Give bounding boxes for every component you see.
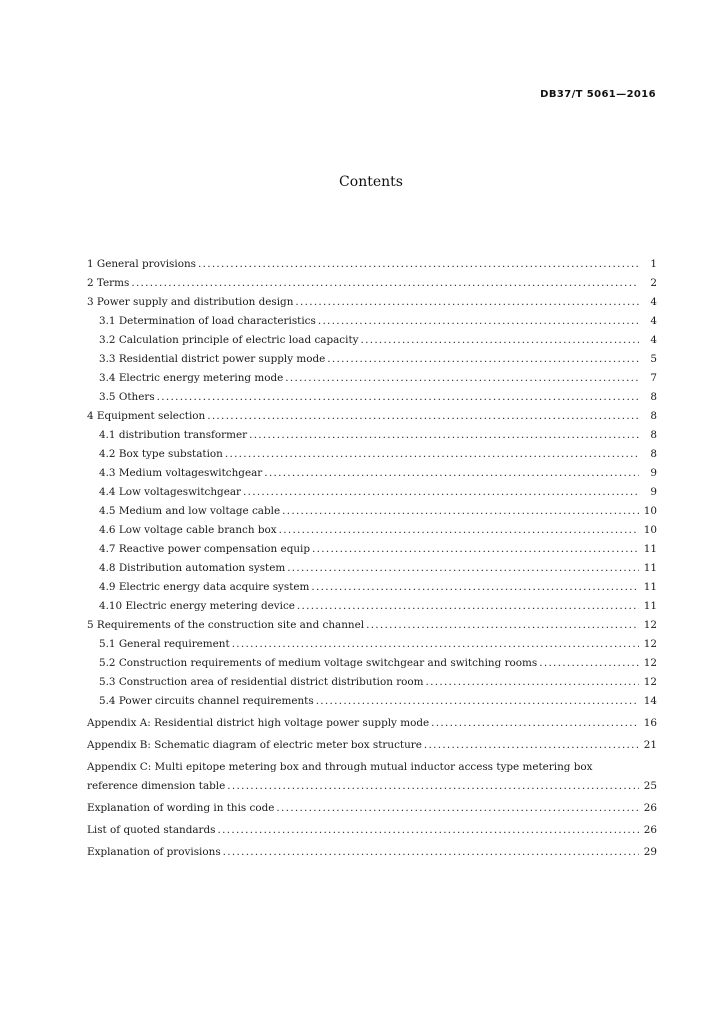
toc-entry-page: 25: [643, 780, 657, 792]
toc-entry-page: 8: [650, 448, 657, 460]
toc-entry[interactable]: [87, 654, 657, 673]
leader-dots: [539, 654, 639, 673]
toc-entry-text: Explanation of provisions: [87, 846, 221, 858]
toc-entry-text: 4.7 Reactive power compensation equip: [99, 543, 311, 555]
toc-entry[interactable]: [87, 388, 657, 407]
leader-dots: [232, 635, 639, 654]
toc-entry-page: 9: [650, 467, 657, 479]
leader-dots: [426, 673, 639, 692]
toc-entry-page: 12: [643, 657, 657, 669]
table-of-contents: [87, 255, 657, 862]
toc-entry-page: 8: [650, 391, 657, 403]
leader-dots: [218, 821, 639, 840]
toc-entry[interactable]: [87, 559, 657, 578]
toc-entry-text: 4.6 Low voltage cable branch box: [99, 524, 277, 536]
toc-entry-page: 16: [643, 717, 657, 729]
toc-entry-page: 4: [650, 315, 657, 327]
toc-entry[interactable]: [87, 255, 657, 274]
leader-dots: [249, 426, 639, 445]
toc-entry-text: 3.4 Electric energy metering mode: [99, 372, 284, 384]
leader-dots: [223, 843, 639, 862]
toc-entry-page: 11: [643, 562, 657, 574]
toc-entry[interactable]: [87, 426, 657, 445]
leader-dots: [157, 388, 639, 407]
toc-entry-text: 3.3 Residential district power supply mode: [99, 353, 326, 365]
toc-entry[interactable]: [87, 578, 657, 597]
leader-dots: [316, 692, 639, 711]
toc-entry[interactable]: [87, 293, 657, 312]
toc-entry[interactable]: [87, 821, 657, 840]
toc-entry-text: 4.8 Distribution automation system: [99, 562, 286, 574]
toc-entry-text: Appendix B: Schematic diagram of electric meter box structure: [87, 739, 422, 751]
toc-entry-text: 3.1 Determination of load characteristics: [99, 315, 316, 327]
toc-entry[interactable]: [87, 502, 657, 521]
toc-entry-page: 12: [643, 638, 657, 650]
leader-dots: [279, 521, 639, 540]
toc-tail-entries: [87, 799, 657, 862]
toc-entry-page: 7: [650, 372, 657, 384]
leader-dots: [295, 293, 639, 312]
toc-entry-text: Explanation of wording in this code: [87, 802, 275, 814]
toc-entry-page: 1: [650, 258, 657, 270]
toc-entry[interactable]: [87, 616, 657, 635]
toc-entry-appendix-c[interactable]: [87, 758, 657, 796]
toc-entry-page: 26: [643, 802, 657, 814]
toc-entry-page: 10: [643, 524, 657, 536]
toc-main-entries: [87, 255, 657, 711]
toc-entry[interactable]: [87, 673, 657, 692]
document-code: DB37/T 5061—2016: [540, 89, 656, 100]
toc-entry[interactable]: [87, 521, 657, 540]
toc-entry-text: Appendix A: Residential district high voltage power supply mode: [87, 717, 430, 729]
toc-entry[interactable]: [87, 635, 657, 654]
toc-entry[interactable]: [87, 799, 657, 818]
toc-entry[interactable]: [87, 445, 657, 464]
leader-dots: [131, 274, 639, 293]
leader-dots: [361, 331, 640, 350]
toc-entry[interactable]: [87, 407, 657, 426]
toc-entry[interactable]: [87, 540, 657, 559]
toc-entry[interactable]: [87, 350, 657, 369]
leader-dots: [366, 616, 639, 635]
toc-entry[interactable]: [87, 714, 657, 733]
toc-entry-page: 12: [643, 676, 657, 688]
toc-entry-text: reference dimension table: [87, 780, 226, 792]
toc-entry-page: 4: [650, 296, 657, 308]
toc-entry[interactable]: [87, 483, 657, 502]
toc-entry-page: 12: [643, 619, 657, 631]
toc-entry-text: 5.2 Construction requirements of medium voltage switchgear and switching rooms: [99, 657, 538, 669]
leader-dots: [282, 502, 639, 521]
leader-dots: [207, 407, 639, 426]
toc-entry-text: 3 Power supply and distribution design: [87, 296, 294, 308]
leader-dots: [327, 350, 639, 369]
toc-entry-text: 5.4 Power circuits channel requirements: [99, 695, 314, 707]
leader-dots: [311, 578, 639, 597]
toc-entry-text: 4.10 Electric energy metering device: [99, 600, 295, 612]
toc-entry-page: 21: [643, 739, 657, 751]
toc-entry-page: 10: [643, 505, 657, 517]
toc-appendix-entries: [87, 714, 657, 755]
toc-entry[interactable]: [87, 464, 657, 483]
toc-entry-text: 1 General provisions: [87, 258, 196, 270]
toc-entry[interactable]: [87, 843, 657, 862]
toc-entry-text: 4.9 Electric energy data acquire system: [99, 581, 310, 593]
toc-entry-text: 3.5 Others: [99, 391, 155, 403]
toc-entry-text: 3.2 Calculation principle of electric load capacity: [99, 334, 359, 346]
toc-entry-text: Appendix C: Multi epitope metering box and through mutual inductor access type metering box: [87, 761, 593, 773]
toc-entry-page: 4: [650, 334, 657, 346]
toc-entry-page: 26: [643, 824, 657, 836]
leader-dots: [431, 714, 639, 733]
leader-dots: [243, 483, 639, 502]
leader-dots: [285, 369, 639, 388]
toc-entry-text: 2 Terms: [87, 277, 130, 289]
toc-entry-text: 5.1 General requirement: [99, 638, 230, 650]
toc-entry-text: 5.3 Construction area of residential district distribution room: [99, 676, 424, 688]
toc-entry[interactable]: [87, 597, 657, 616]
toc-entry-text: List of quoted standards: [87, 824, 216, 836]
toc-entry-text: 4.5 Medium and low voltage cable: [99, 505, 281, 517]
toc-entry-text: 4.4 Low voltageswitchgear: [99, 486, 241, 498]
toc-entry-page: 8: [650, 429, 657, 441]
toc-entry-page: 11: [643, 543, 657, 555]
toc-entry-text: 5 Requirements of the construction site and channel: [87, 619, 365, 631]
toc-entry[interactable]: [87, 274, 657, 293]
leader-dots: [225, 445, 639, 464]
toc-entry-text: 4.1 distribution transformer: [99, 429, 248, 441]
toc-entry-text: 4 Equipment selection: [87, 410, 206, 422]
toc-entry-page: 2: [650, 277, 657, 289]
leader-dots: [276, 799, 639, 818]
leader-dots: [227, 777, 639, 796]
toc-entry[interactable]: [87, 312, 657, 331]
leader-dots: [297, 597, 639, 616]
toc-entry[interactable]: [87, 369, 657, 388]
leader-dots: [264, 464, 639, 483]
toc-entry-page: 5: [650, 353, 657, 365]
toc-entry-page: 11: [643, 600, 657, 612]
leader-dots: [312, 540, 639, 559]
toc-entry-page: 8: [650, 410, 657, 422]
page-title: Contents: [339, 174, 403, 190]
toc-entry-page: 11: [643, 581, 657, 593]
leader-dots: [198, 255, 639, 274]
leader-dots: [424, 736, 639, 755]
leader-dots: [318, 312, 639, 331]
toc-entry-page: 14: [643, 695, 657, 707]
toc-entry-text: 4.2 Box type substation: [99, 448, 223, 460]
toc-entry[interactable]: [87, 331, 657, 350]
toc-entry[interactable]: [87, 692, 657, 711]
leader-dots: [287, 559, 639, 578]
toc-entry-text: 4.3 Medium voltageswitchgear: [99, 467, 263, 479]
toc-entry-page: 29: [643, 846, 657, 858]
toc-entry-page: 9: [650, 486, 657, 498]
toc-entry[interactable]: [87, 736, 657, 755]
